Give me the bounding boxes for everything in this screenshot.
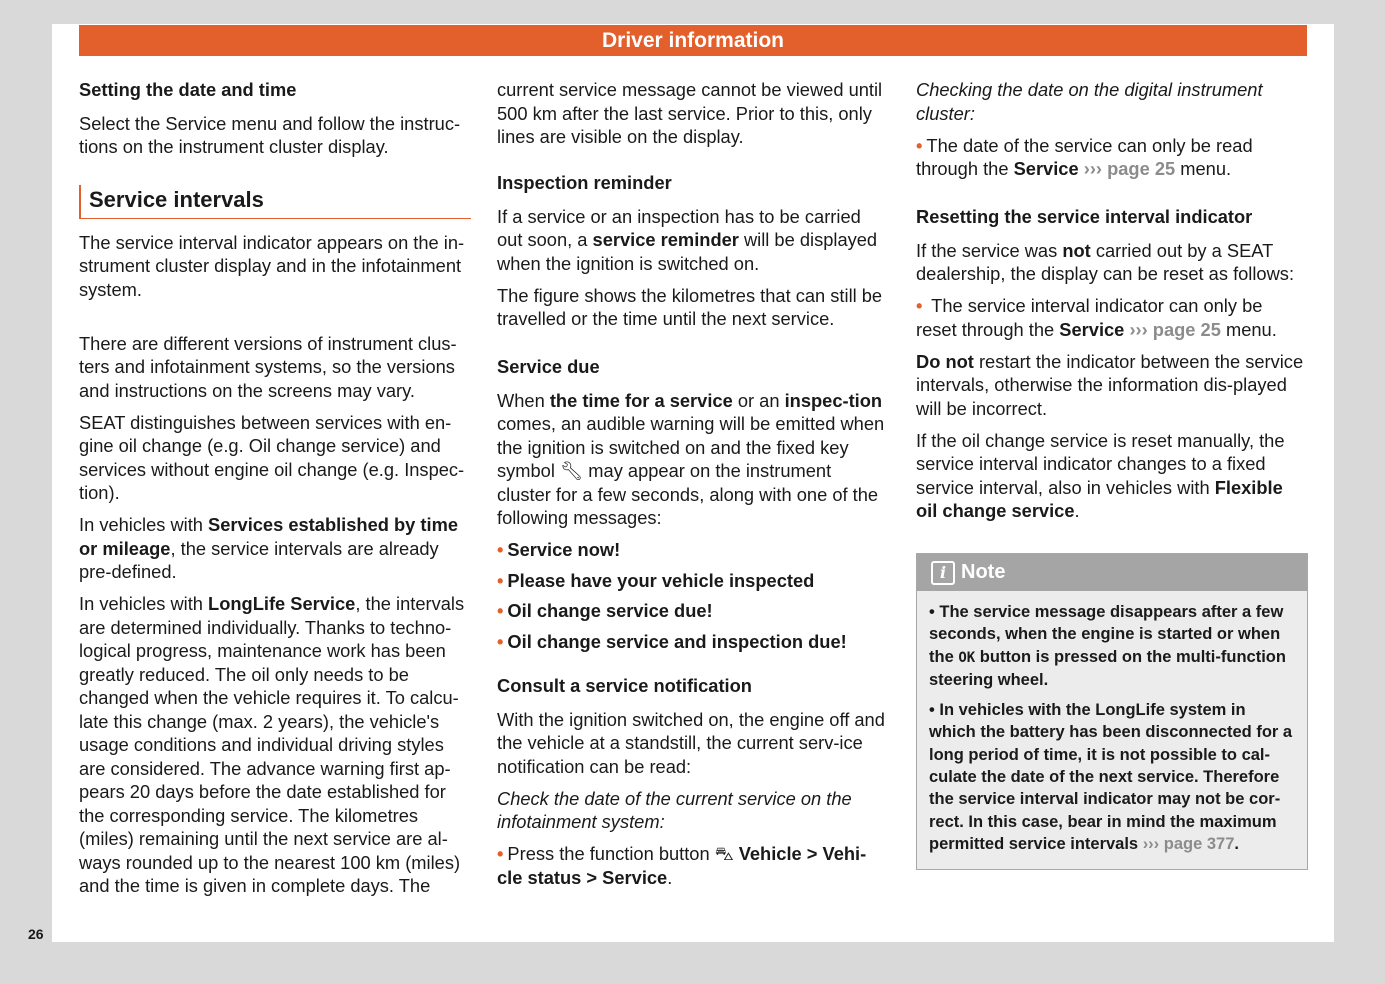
bullet-icon: • (497, 569, 504, 591)
ok-button-icon: OK (958, 649, 976, 666)
car-icon: ⛍ (714, 843, 734, 864)
bold-text: Service (1059, 318, 1125, 340)
bold-text: Do not (916, 350, 974, 372)
paragraph-reset (916, 239, 1308, 286)
paragraph-date-read (916, 134, 1308, 181)
paragraph-distinguish: SEAT distinguishes between services with en-gine oil change (e.g. Oil change service) and services without engine oil change (e.g. Inspec-tion). (79, 411, 465, 503)
text: will be displayed when the ignition is switched on. (497, 229, 878, 274)
heading-reset: Resetting the service interval indicator (916, 206, 1253, 227)
bullet-icon: • (916, 134, 923, 156)
bold-text: Services established by time or mileage (79, 514, 459, 559)
paragraph-reset-only (916, 294, 1308, 341)
list-item (497, 599, 889, 623)
text: Press the function button (507, 843, 715, 864)
paragraph-consult: With the ignition switched on, the engine off and the vehicle at a standstill, the current serv-ice notification can be read: (497, 708, 885, 777)
text: In vehicles with the LongLife system in which the battery has been disconnected for a long period of time, it is not possible to cal-culate the date of the next service. Therefore the service interval indicator may not be cor-rect. In this case, bear in mind the maximum permitted service intervals (929, 701, 1293, 853)
text: When (497, 389, 550, 411)
text: , the service intervals are already pre-defined. (79, 537, 439, 582)
paragraph-intro: The service interval indicator appears on the in-strument cluster display and in the infotainment system. (79, 231, 465, 300)
paragraph-check-infotainment: Check the date of the current service on the infotainment system: (497, 787, 852, 832)
heading-consult: Consult a service notification (497, 675, 752, 696)
text: The date of the service can only be read through the (916, 134, 1253, 179)
page-link[interactable]: ››› page 377 (1142, 834, 1235, 853)
text: In vehicles with (79, 593, 209, 614)
column-2 (497, 78, 889, 898)
note-body (917, 591, 1307, 855)
paragraph-figure: The figure shows the kilometres that can still be travelled or the time until the next service. (497, 284, 883, 329)
note-item: • The service message disappears after a few seconds, when the engine is started or when the OK button is pressed on the multi-function steering wheel. (929, 603, 1286, 689)
paragraph-time-mileage (79, 513, 471, 584)
bold-text: Vehicle > Vehi-cle status > Service (497, 843, 867, 888)
text: menu. (1175, 158, 1232, 179)
page-link[interactable]: ››› page 25 (1083, 158, 1176, 179)
heading-setting-date: Setting the date and time (79, 79, 297, 100)
page-number: 26 (28, 926, 44, 942)
paragraph-versions: There are different versions of instrument clus-ters and infotainment systems, so the versions and instructions on the screens may vary. (79, 332, 457, 401)
bullet-icon: • (916, 295, 923, 316)
bullet-icon: • (497, 600, 504, 621)
text: . (1074, 500, 1080, 521)
paragraph-continued: current service message cannot be viewed until 500 km after the last service. Prior to this, only lines are visible on the display. (497, 79, 883, 147)
paragraph-do-not (916, 350, 1308, 421)
text: or an (732, 389, 785, 411)
text: menu. (1220, 318, 1277, 340)
text: If the oil change service is reset manually, the service interval indicator changes to a fixed service interval, also in vehicles with (916, 429, 1285, 498)
paragraph-date: Select the Service menu and follow the instruc-tions on the instrument cluster display. (79, 112, 461, 157)
text: button is pressed on the multi-function steering wheel. (929, 647, 1286, 689)
text: If the service was (916, 239, 1063, 261)
heading-service-due: Service due (497, 356, 600, 377)
text: The service message disappears after a few seconds, when the engine is started or when the (929, 603, 1284, 666)
text: . (1234, 834, 1239, 853)
bold-text: service reminder (592, 229, 739, 250)
message-text: Please have your vehicle inspected (507, 569, 815, 591)
bullet-icon: • (497, 539, 504, 560)
text: carried out by a SEAT dealership, the display can be reset as follows: (916, 239, 1295, 284)
message-text: Oil change service due! (507, 600, 713, 621)
text: may appear on the instrument cluster for a few seconds, along with one of the following messages: (497, 460, 879, 528)
bold-text: the time for a service (549, 389, 733, 411)
message-text: Oil change service and inspection due! (507, 630, 847, 652)
text: comes, an audible warning will be emitted when the ignition is switched on and the fixed key symbol (497, 413, 885, 481)
column-3 (916, 78, 1308, 531)
paragraph-press (497, 842, 889, 889)
heading-inspection: Inspection reminder (497, 172, 672, 193)
text: , the intervals are determined individually. Thanks to techno-logical progress, maintenance work has been greatly reduced. The oil only needs to be changed when the vehicle requires it. To calcu-late this change (max. 2 years), the vehicle's usage conditions and individual driving styles are considered. The advance warning first ap-pears 20 days before the date established for the corresponding service. The kilometres (miles) remaining until the next service are al-ways rounded up to the nearest 100 km (miles) and the time is given in complete days. The (79, 593, 465, 896)
text: In vehicles with (79, 514, 209, 535)
message-text: Service now! (507, 539, 621, 560)
paragraph-service-due (497, 389, 889, 530)
bold-text: LongLife Service (208, 593, 356, 614)
bold-text: not (1062, 239, 1091, 261)
page-header: Driver information (79, 25, 1307, 56)
bold-text: Service (1013, 158, 1079, 179)
paragraph-longlife (79, 592, 471, 898)
text: . (667, 866, 673, 888)
section-title: Service intervals (79, 185, 471, 219)
text: If a service or an inspection has to be carried out soon, a (497, 205, 861, 250)
list-item (497, 630, 889, 654)
info-icon: i (931, 561, 955, 585)
bullet-icon: • (497, 630, 504, 652)
list-item (497, 538, 889, 562)
paragraph-oil-reset (916, 429, 1308, 523)
note-item: • In vehicles with the LongLife system in which the battery has been disconnected for a long period of time, it is not possible to cal-culate the date of the next service. Therefore the service interval indicator may not be cor-rect. In this case, bear in mind the maximum permitted service intervals ››› page 377. (929, 701, 1293, 853)
list-item (497, 569, 889, 593)
text: restart the indicator between the service intervals, otherwise the information dis-played will be incorrect. (916, 350, 1304, 419)
bold-text: inspec-tion (784, 389, 883, 411)
note-header (917, 554, 1307, 591)
bold-text: Flexible oil change service (916, 476, 1283, 521)
paragraph-check-digital: Checking the date on the digital instrument cluster: (916, 79, 1263, 124)
bullet-icon: • (497, 843, 504, 864)
column-1 (79, 78, 471, 906)
text: The service interval indicator can only be reset through the (916, 295, 1263, 340)
page-link[interactable]: ››› page 25 (1129, 318, 1221, 340)
note-box (916, 553, 1308, 870)
wrench-icon: 🔧︎ (560, 460, 584, 481)
note-title: Note (961, 561, 1006, 583)
paragraph-inspection (497, 205, 889, 276)
